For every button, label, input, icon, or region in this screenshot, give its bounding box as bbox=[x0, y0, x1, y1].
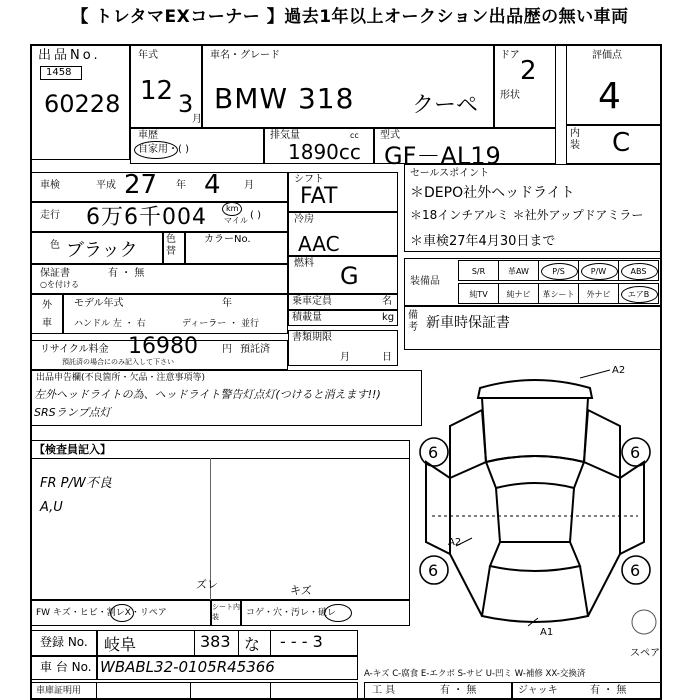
shift-value: FAT bbox=[300, 184, 338, 209]
footer-jack-options: 有 ・ 無 bbox=[590, 685, 627, 696]
model-label: 型式 bbox=[380, 130, 400, 141]
inspection-label: 車検 bbox=[40, 180, 60, 191]
car-outline bbox=[426, 380, 644, 622]
chassis-divider bbox=[96, 656, 98, 680]
color-divider-2 bbox=[184, 232, 186, 264]
warranty-note: ○を付ける bbox=[40, 280, 79, 289]
mark-top: A2 bbox=[612, 365, 626, 376]
interior-label: 内装 bbox=[570, 128, 580, 151]
car-grade-value: クーペ bbox=[412, 93, 479, 118]
mileage-unit-km: km bbox=[226, 204, 239, 213]
tire-value-rear-right: 6 bbox=[630, 561, 641, 580]
color-no-label: カラーNo. bbox=[204, 234, 251, 245]
equipment-circle bbox=[621, 263, 658, 280]
footer-tools-options: 有 ・ 無 bbox=[440, 685, 477, 696]
spare-tire-circle bbox=[632, 610, 656, 634]
registration-kana: な bbox=[244, 635, 261, 654]
recycle-yen: 円 bbox=[222, 344, 232, 355]
history-circle bbox=[134, 141, 178, 159]
recycle-label: リサイクル料金 bbox=[40, 344, 109, 355]
equipment-circle bbox=[581, 263, 618, 280]
foreign-model-year-label: モデル年式 bbox=[74, 298, 124, 309]
lot-small-code: 1458 bbox=[46, 67, 72, 78]
equipment-item: 純ナビ bbox=[498, 283, 539, 304]
score-value: 4 bbox=[598, 76, 621, 117]
year-label: 年式 bbox=[138, 50, 158, 61]
footer-cert-label: 車庫証明用 bbox=[36, 686, 82, 696]
doors-value: 2 bbox=[520, 56, 537, 86]
checks-divider-2 bbox=[240, 600, 242, 626]
footer-cert-tick-1 bbox=[96, 682, 97, 700]
foreign-year-unit: 年 bbox=[222, 298, 232, 309]
chassis-label: 車 台 No. bbox=[40, 660, 92, 674]
inspector-box bbox=[30, 440, 410, 600]
notes-value: 新車時保証書 bbox=[426, 315, 510, 331]
mileage-unit-mile: マイル bbox=[224, 216, 248, 225]
recycle-note: 預託済の場合にのみ記入して下さい bbox=[62, 358, 174, 366]
mileage-km-circle bbox=[222, 202, 242, 216]
mileage-label: 走行 bbox=[40, 210, 60, 221]
foreign-handle: ハンドル 左 ・ 右 bbox=[74, 319, 146, 329]
warranty-options: 有 ・ 無 bbox=[108, 268, 145, 279]
warranty-label: 保証書 bbox=[40, 268, 70, 279]
checks-seat: コゲ・穴・汚レ・破レ bbox=[246, 608, 337, 618]
inspection-year-unit: 年 bbox=[176, 180, 186, 191]
equipment-item: 革AW bbox=[498, 260, 539, 281]
sales-point-line-3: ＊車検27年4月30日まで bbox=[410, 234, 556, 249]
lot-label: 出品No. bbox=[38, 48, 101, 63]
annotation-zure: ズレ bbox=[196, 578, 218, 591]
registration-divider-3 bbox=[238, 630, 239, 656]
year-month-unit: 月 bbox=[192, 114, 202, 125]
equipment-label: 装備品 bbox=[410, 276, 440, 287]
declaration-line-2: SRSランプ点灯 bbox=[34, 406, 111, 419]
ac-value: AAC bbox=[298, 232, 340, 256]
equipment-item: 外ナビ bbox=[578, 283, 619, 304]
equipment-item: P/W bbox=[578, 260, 619, 281]
declaration-label: 出品申告欄(不良箇所・欠品・注意事項等) bbox=[36, 373, 206, 383]
shift-label: シフト bbox=[294, 174, 324, 185]
inspector-guide-1 bbox=[30, 458, 410, 459]
registration-number: - - - 3 bbox=[280, 632, 323, 651]
foreign-label-1: 外 bbox=[42, 300, 52, 311]
inspector-line-1: FR P/W不良 bbox=[40, 476, 112, 491]
ac-label: 冷房 bbox=[294, 214, 314, 225]
color-divider-1 bbox=[162, 232, 164, 264]
checks-seat-label: シート内装 bbox=[212, 603, 240, 621]
car-name-value: BMW 318 bbox=[214, 82, 355, 115]
score-label: 評価点 bbox=[592, 50, 622, 61]
load-label: 積載量 bbox=[292, 312, 322, 323]
equipment-item: 革シート bbox=[538, 283, 579, 304]
registration-divider bbox=[96, 630, 98, 656]
recycle-deposit: 預託済 bbox=[240, 344, 270, 355]
damage-legend: A-キズ C-腐食 E-エクボ S-サビ U-凹ミ W-補修 XX-交換済 bbox=[364, 669, 586, 679]
displacement-unit: cc bbox=[350, 131, 359, 140]
history-label: 車歴 bbox=[138, 130, 158, 141]
equipment-circle bbox=[621, 286, 658, 303]
mark-line-top bbox=[580, 370, 610, 378]
color-label: 色 bbox=[50, 240, 60, 251]
tire-value-rear-left: 6 bbox=[428, 561, 439, 580]
inspector-label: 【検査員記入】 bbox=[34, 443, 111, 456]
doors-label: ドア bbox=[500, 50, 520, 61]
inspection-era: 平成 bbox=[96, 180, 116, 191]
inspection-month-unit: 月 bbox=[244, 180, 254, 191]
equipment-item: エアB bbox=[618, 283, 659, 304]
lot-number: 60228 bbox=[44, 90, 121, 118]
checks-circle-2 bbox=[324, 604, 352, 622]
interior-value: C bbox=[612, 128, 631, 158]
sales-point-line-1: ＊DEPO社外ヘッドライト bbox=[410, 185, 575, 201]
checks-circle-1 bbox=[110, 604, 134, 622]
mark-bottom: A1 bbox=[540, 627, 554, 638]
registration-class: 383 bbox=[200, 632, 231, 651]
footer-cert-tick-3 bbox=[270, 682, 271, 700]
notes-label: 備考 bbox=[408, 310, 418, 333]
year-month-value: 3 bbox=[178, 90, 194, 118]
annotation-kizu: キズ bbox=[290, 584, 312, 597]
history-value: 自家用・( ) bbox=[138, 144, 189, 155]
footer-cert-tick-2 bbox=[190, 682, 191, 700]
doc-expiry-day-unit: 日 bbox=[382, 352, 392, 363]
chassis-value: WBABL32-0105R45366 bbox=[100, 658, 275, 676]
equipment-item: ABS bbox=[618, 260, 659, 281]
year-value: 12 bbox=[140, 76, 174, 106]
displacement-value: 1890cc bbox=[288, 140, 361, 164]
car-name-label: 車名・グレード bbox=[210, 50, 280, 61]
footer-jack-label: ジャッキ bbox=[518, 685, 558, 696]
checks-fw: FW キズ・ヒビ・割レX・リペア bbox=[36, 608, 167, 618]
equipment-item: 純TV bbox=[458, 283, 499, 304]
inspection-month: 4 bbox=[204, 170, 221, 200]
color-value: ブラック bbox=[66, 240, 138, 261]
capacity-unit: 名 bbox=[382, 296, 392, 307]
registration-label: 登録 No. bbox=[40, 635, 88, 649]
score-divider bbox=[566, 124, 662, 126]
page-title-banner: 【 トレタマEXコーナー 】過去1年以上オークション出品歴の無い車両 bbox=[71, 7, 629, 27]
model-value: GF－AL19 bbox=[384, 142, 501, 170]
inspection-year: 27 bbox=[124, 170, 158, 200]
foreign-dealer: ディーラー ・ 並行 bbox=[182, 319, 260, 329]
recycle-value: 16980 bbox=[128, 334, 198, 359]
mark-left: A2 bbox=[448, 537, 462, 548]
doc-expiry-label: 書類期限 bbox=[292, 332, 332, 343]
footer-tools-label: 工 具 bbox=[372, 685, 396, 696]
car-diagram bbox=[410, 366, 660, 642]
fuel-value: G bbox=[340, 262, 359, 290]
tire-value-front-right: 6 bbox=[630, 443, 641, 462]
tire-value-front-left: 6 bbox=[428, 443, 439, 462]
equipment-item: P/S bbox=[538, 260, 579, 281]
fuel-label: 燃料 bbox=[294, 258, 314, 269]
doc-expiry-unit: 月 bbox=[340, 352, 350, 363]
mileage-paren: ( ) bbox=[250, 210, 261, 221]
equipment-circle bbox=[541, 263, 578, 280]
equipment-item: S/R bbox=[458, 260, 499, 281]
registration-divider-4 bbox=[270, 630, 271, 656]
foreign-divider bbox=[62, 294, 64, 334]
inspector-line-2: A,U bbox=[40, 500, 63, 515]
foreign-label-2: 車 bbox=[42, 318, 52, 329]
registration-place: 岐阜 bbox=[104, 635, 137, 654]
registration-divider-2 bbox=[194, 630, 195, 656]
sales-point-line-2: ＊18インチアルミ ＊社外アップドアミラー bbox=[410, 208, 644, 222]
color-change-label: 色替 bbox=[166, 234, 176, 257]
declaration-line-1: 左外ヘッドライトの為、ヘッドライト警告灯点灯(つけると消えます!!) bbox=[34, 388, 381, 401]
sales-points-label: セールスポイント bbox=[410, 168, 490, 179]
capacity-label: 乗車定員 bbox=[292, 296, 332, 307]
mileage-value: 6万6千004 bbox=[86, 205, 207, 230]
displacement-label: 排気量 bbox=[270, 130, 300, 141]
load-unit: kg bbox=[382, 312, 395, 323]
spare-label: スペア bbox=[630, 648, 660, 659]
doors-shape-label: 形状 bbox=[500, 90, 520, 101]
